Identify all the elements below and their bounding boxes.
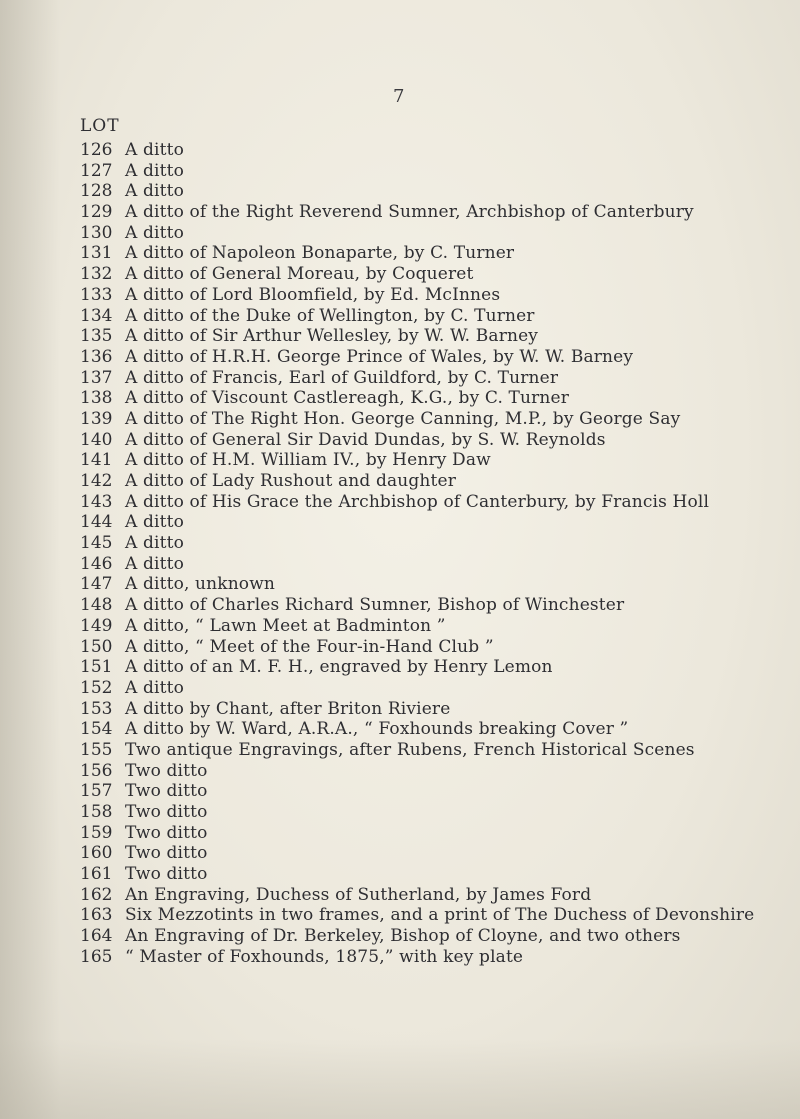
lot-number: 161 [80,864,113,885]
lot-description: A ditto of Viscount Castlereagh, K.G., by C. Turner [125,388,570,409]
lot-row [0,554,800,575]
lot-row [0,678,800,699]
lot-description: A ditto [125,512,184,533]
lot-description: A ditto [125,533,184,554]
lot-row [0,823,800,844]
lot-row [0,347,800,368]
lot-number: 138 [80,388,113,409]
lot-description: Two ditto [125,802,208,822]
page-number: 7 [393,86,405,107]
lot-number: 159 [80,822,113,843]
lot-row [0,512,800,533]
lot-description: A ditto [125,140,184,160]
lot-row [0,161,800,182]
lot-description: Two antique Engravings, after Rubens, French Historical Scenes [125,739,695,760]
lot-description: A ditto, “ Lawn Meet at Badminton ” [125,615,446,636]
lot-number: 145 [80,533,113,554]
lot-number: 137 [80,367,113,388]
lot-number: 150 [80,636,113,657]
lot-number: 158 [80,802,113,822]
lot-number: 164 [80,926,113,947]
lot-number: 153 [80,698,113,719]
lot-row [0,864,800,885]
lot-row [0,574,800,595]
lot-description: “ Master of Foxhounds, 1875,” with key plate [125,946,524,967]
lot-row [0,388,800,409]
lot-row [0,140,800,161]
lot-number: 151 [80,657,113,678]
lot-number: 156 [80,760,113,781]
lot-description: A ditto of Sir Arthur Wellesley, by W. W. Barney [125,326,539,347]
lot-description: A ditto [125,181,184,202]
lot-row [0,326,800,347]
lot-description: A ditto of General Sir David Dundas, by S. W. Reynolds [125,429,606,450]
lot-row [0,202,800,223]
lot-number: 162 [80,884,113,905]
lot-row [0,533,800,554]
lot-row [0,181,800,202]
lot-description: A ditto, “ Meet of the Four-in-Hand Club ” [125,636,494,657]
lot-description: A ditto [125,160,184,181]
lot-row [0,947,800,968]
lot-row [0,450,800,471]
lot-row [0,223,800,244]
lot-description: A ditto of Lord Bloomfield, by Ed. McInnes [125,284,501,305]
lot-row [0,430,800,451]
lot-description: Two ditto [125,822,208,843]
lot-number: 148 [80,595,113,616]
lot-number: 135 [80,326,113,347]
lot-number: 154 [80,719,113,740]
lot-row [0,781,800,802]
lot-row [0,740,800,761]
lot-description: A ditto of H.R.H. George Prince of Wales, by W. W. Barney [125,346,634,367]
lot-number: 133 [80,284,113,305]
lot-number: 130 [80,222,113,243]
lot-description: A ditto of an M. F. H., engraved by Henry Lemon [125,657,553,678]
lot-number: 141 [80,450,113,471]
lot-number: 146 [80,553,113,574]
lot-number: 157 [80,781,113,802]
lot-description: Two ditto [125,864,208,885]
lot-description: Two ditto [125,760,208,781]
lot-description: A ditto [125,553,184,574]
lot-description: A ditto of His Grace the Archbishop of Canterbury, by Francis Holl [125,491,710,512]
lot-row [0,637,800,658]
lot-row [0,243,800,264]
lot-number: 144 [80,512,113,533]
page-bottom-shadow [0,1039,800,1119]
lot-row [0,843,800,864]
lot-number: 140 [80,429,113,450]
lot-description: Two ditto [125,781,208,802]
lot-row [0,885,800,906]
lot-column-header: LOT [80,116,120,136]
lot-row [0,657,800,678]
lot-number: 143 [80,491,113,512]
lot-row [0,616,800,637]
lot-description: A ditto by Chant, after Briton Riviere [125,698,451,719]
lot-number: 155 [80,739,113,760]
lot-number: 163 [80,905,113,926]
lot-number: 127 [80,160,113,181]
lot-description: Six Mezzotints in two frames, and a print of The Duchess of Devonshire [125,905,755,926]
lot-description: A ditto [125,222,184,243]
lot-description: A ditto by W. Ward, A.R.A., “ Foxhounds breaking Cover ” [125,719,629,740]
lot-row [0,699,800,720]
lot-number: 128 [80,181,113,202]
lot-number: 147 [80,574,113,595]
lot-row [0,285,800,306]
lot-number: 142 [80,471,113,491]
lot-number: 136 [80,346,113,367]
lot-number: 152 [80,677,113,698]
lot-row [0,761,800,782]
lot-description: An Engraving of Dr. Berkeley, Bishop of Cloyne, and two others [125,926,681,947]
lot-row [0,409,800,430]
lot-description: A ditto of the Right Reverend Sumner, Archbishop of Canterbury [125,202,694,223]
lot-number: 132 [80,264,113,285]
lot-description: An Engraving, Duchess of Sutherland, by James Ford [125,884,592,905]
lot-description: A ditto, unknown [125,574,275,595]
lot-row [0,719,800,740]
lot-number: 134 [80,305,113,326]
lot-description: Two ditto [125,843,208,864]
lot-description: A ditto of General Moreau, by Coqueret [125,264,474,285]
lot-number: 126 [80,140,113,160]
lot-number: 131 [80,243,113,264]
lot-description: A ditto of Napoleon Bonaparte, by C. Turner [125,243,515,264]
lot-row [0,306,800,327]
lot-row [0,264,800,285]
lot-description: A ditto of Francis, Earl of Guildford, by C. Turner [125,367,559,388]
lot-row [0,471,800,492]
lot-description: A ditto of the Duke of Wellington, by C. Turner [125,305,535,326]
lot-description: A ditto [125,677,184,698]
lot-number: 139 [80,408,113,429]
lot-number: 129 [80,202,113,223]
lot-row [0,492,800,513]
lot-description: A ditto of Charles Richard Sumner, Bishop of Winchester [125,595,625,616]
lot-row [0,802,800,823]
lot-description: A ditto of Lady Rushout and daughter [125,471,456,491]
lot-row [0,926,800,947]
lot-number: 160 [80,843,113,864]
lot-row [0,905,800,926]
lot-number: 165 [80,946,113,967]
lot-list [0,140,800,968]
lot-description: A ditto of The Right Hon. George Canning, M.P., by George Say [125,408,681,429]
lot-number: 149 [80,615,113,636]
lot-row [0,368,800,389]
lot-row [0,595,800,616]
lot-description: A ditto of H.M. William IV., by Henry Daw [125,450,491,471]
